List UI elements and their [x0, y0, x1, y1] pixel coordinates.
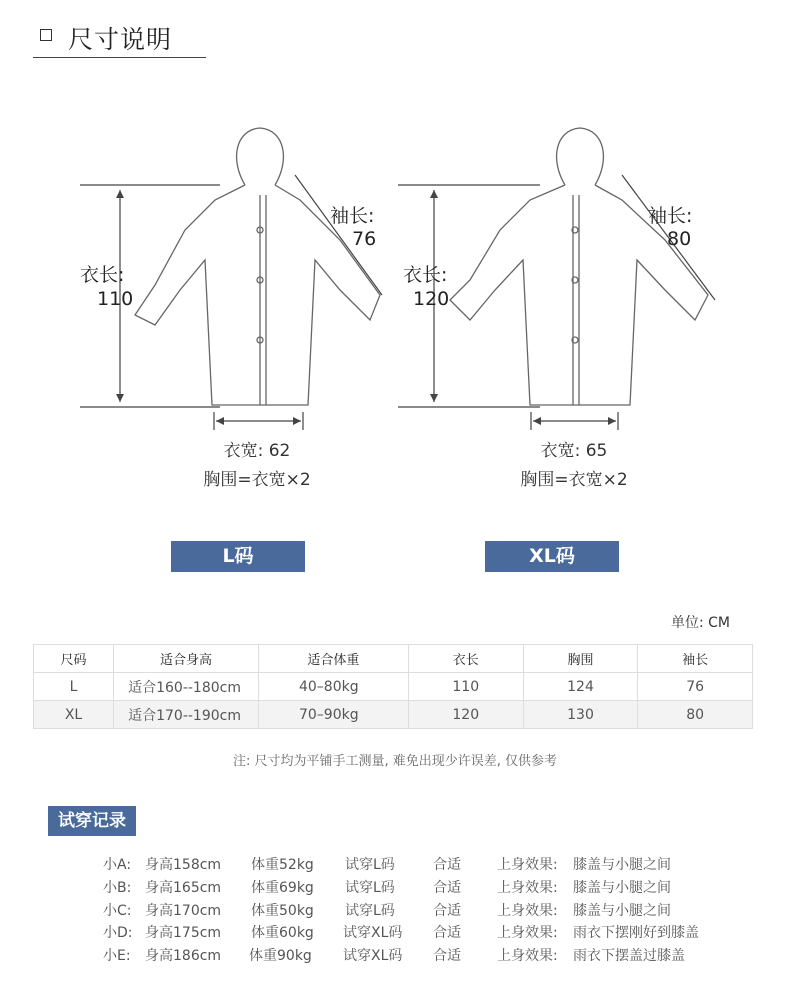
table-header-row	[34, 645, 753, 673]
table-cell: L	[34, 673, 114, 701]
table-header-cell: 尺码	[34, 645, 114, 673]
tried-size: 试穿XL码	[343, 948, 403, 964]
try-on-row	[0, 877, 790, 899]
try-on-row	[0, 854, 790, 876]
sleeve-value-l: 76	[352, 228, 377, 250]
width-text-l: 衣宽: 62	[223, 441, 291, 461]
fit-result: 合适	[433, 903, 461, 919]
chest-text-l: 胸围=衣宽×2	[203, 470, 311, 490]
tester-name: 小E:	[103, 948, 131, 964]
table-cell: 124	[523, 673, 638, 701]
tried-size: 试穿L码	[345, 880, 395, 896]
effect-label: 上身效果:	[497, 880, 558, 896]
fit-result: 合适	[433, 880, 461, 896]
table-header-cell: 胸围	[523, 645, 638, 673]
effect-value: 膝盖与小腿之间	[573, 857, 671, 873]
tester-height: 身高170cm	[145, 903, 222, 919]
tester-weight: 体重60kg	[251, 925, 314, 941]
table-cell: 120	[408, 701, 523, 729]
sleeve-label-l: 袖长:	[330, 205, 375, 227]
table-cell: XL	[34, 701, 114, 729]
table-cell: 130	[523, 701, 638, 729]
size-l-button[interactable]: L码	[171, 541, 305, 572]
table-cell: 适合160--180cm	[114, 673, 259, 701]
fit-result: 合适	[433, 857, 461, 873]
try-on-title: 试穿记录	[48, 806, 136, 836]
size-table	[33, 644, 753, 729]
size-xl-button[interactable]: XL码	[485, 541, 619, 572]
table-cell: 80	[638, 701, 753, 729]
fit-result: 合适	[433, 925, 461, 941]
sleeve-label-xl: 袖长:	[648, 205, 693, 227]
length-value-l: 110	[97, 288, 134, 310]
table-row	[34, 701, 753, 729]
width-text-xl: 衣宽: 65	[540, 441, 608, 461]
length-label-xl: 衣长:	[403, 264, 448, 286]
table-header-cell: 衣长	[408, 645, 523, 673]
effect-value: 膝盖与小腿之间	[573, 880, 671, 896]
table-cell: 76	[638, 673, 753, 701]
effect-value: 雨衣下摆盖过膝盖	[573, 948, 685, 964]
title-underline	[33, 57, 206, 58]
effect-value: 膝盖与小腿之间	[573, 903, 671, 919]
tried-size: 试穿L码	[345, 857, 395, 873]
try-on-row	[0, 945, 790, 967]
table-row	[34, 673, 753, 701]
length-value-xl: 120	[413, 288, 450, 310]
try-on-row	[0, 900, 790, 922]
unit-label: 单位: CM	[670, 615, 730, 631]
tester-weight: 体重69kg	[251, 880, 314, 896]
effect-label: 上身效果:	[497, 925, 558, 941]
tester-height: 身高165cm	[145, 880, 222, 896]
tester-weight: 体重90kg	[249, 948, 312, 964]
header-bullet-icon	[40, 29, 52, 41]
sleeve-value-xl: 80	[667, 228, 692, 250]
tester-name: 小C:	[103, 903, 132, 919]
tester-weight: 体重50kg	[251, 903, 314, 919]
tester-name: 小B:	[103, 880, 132, 896]
fit-result: 合适	[433, 948, 461, 964]
length-label-l: 衣长:	[80, 264, 125, 286]
effect-label: 上身效果:	[497, 903, 558, 919]
effect-label: 上身效果:	[497, 857, 558, 873]
table-cell: 40–80kg	[258, 673, 408, 701]
effect-value: 雨衣下摆刚好到膝盖	[573, 925, 699, 941]
table-cell: 110	[408, 673, 523, 701]
page-title: 尺寸说明	[68, 25, 173, 54]
tried-size: 试穿L码	[345, 903, 395, 919]
effect-label: 上身效果:	[497, 948, 558, 964]
tried-size: 试穿XL码	[343, 925, 403, 941]
table-header-cell: 适合体重	[258, 645, 408, 673]
tester-height: 身高186cm	[145, 948, 222, 964]
tester-height: 身高175cm	[145, 925, 222, 941]
table-cell: 70–90kg	[258, 701, 408, 729]
tester-weight: 体重52kg	[251, 857, 314, 873]
chest-text-xl: 胸围=衣宽×2	[520, 470, 628, 490]
tester-name: 小D:	[103, 925, 133, 941]
tester-name: 小A:	[103, 857, 132, 873]
measurement-note: 注: 尺寸均为平铺手工测量, 难免出现少许误差, 仅供参考	[232, 754, 558, 769]
table-cell: 适合170--190cm	[114, 701, 259, 729]
tester-height: 身高158cm	[145, 857, 222, 873]
try-on-row	[0, 922, 790, 944]
table-header-cell: 袖长	[638, 645, 753, 673]
table-header-cell: 适合身高	[114, 645, 259, 673]
